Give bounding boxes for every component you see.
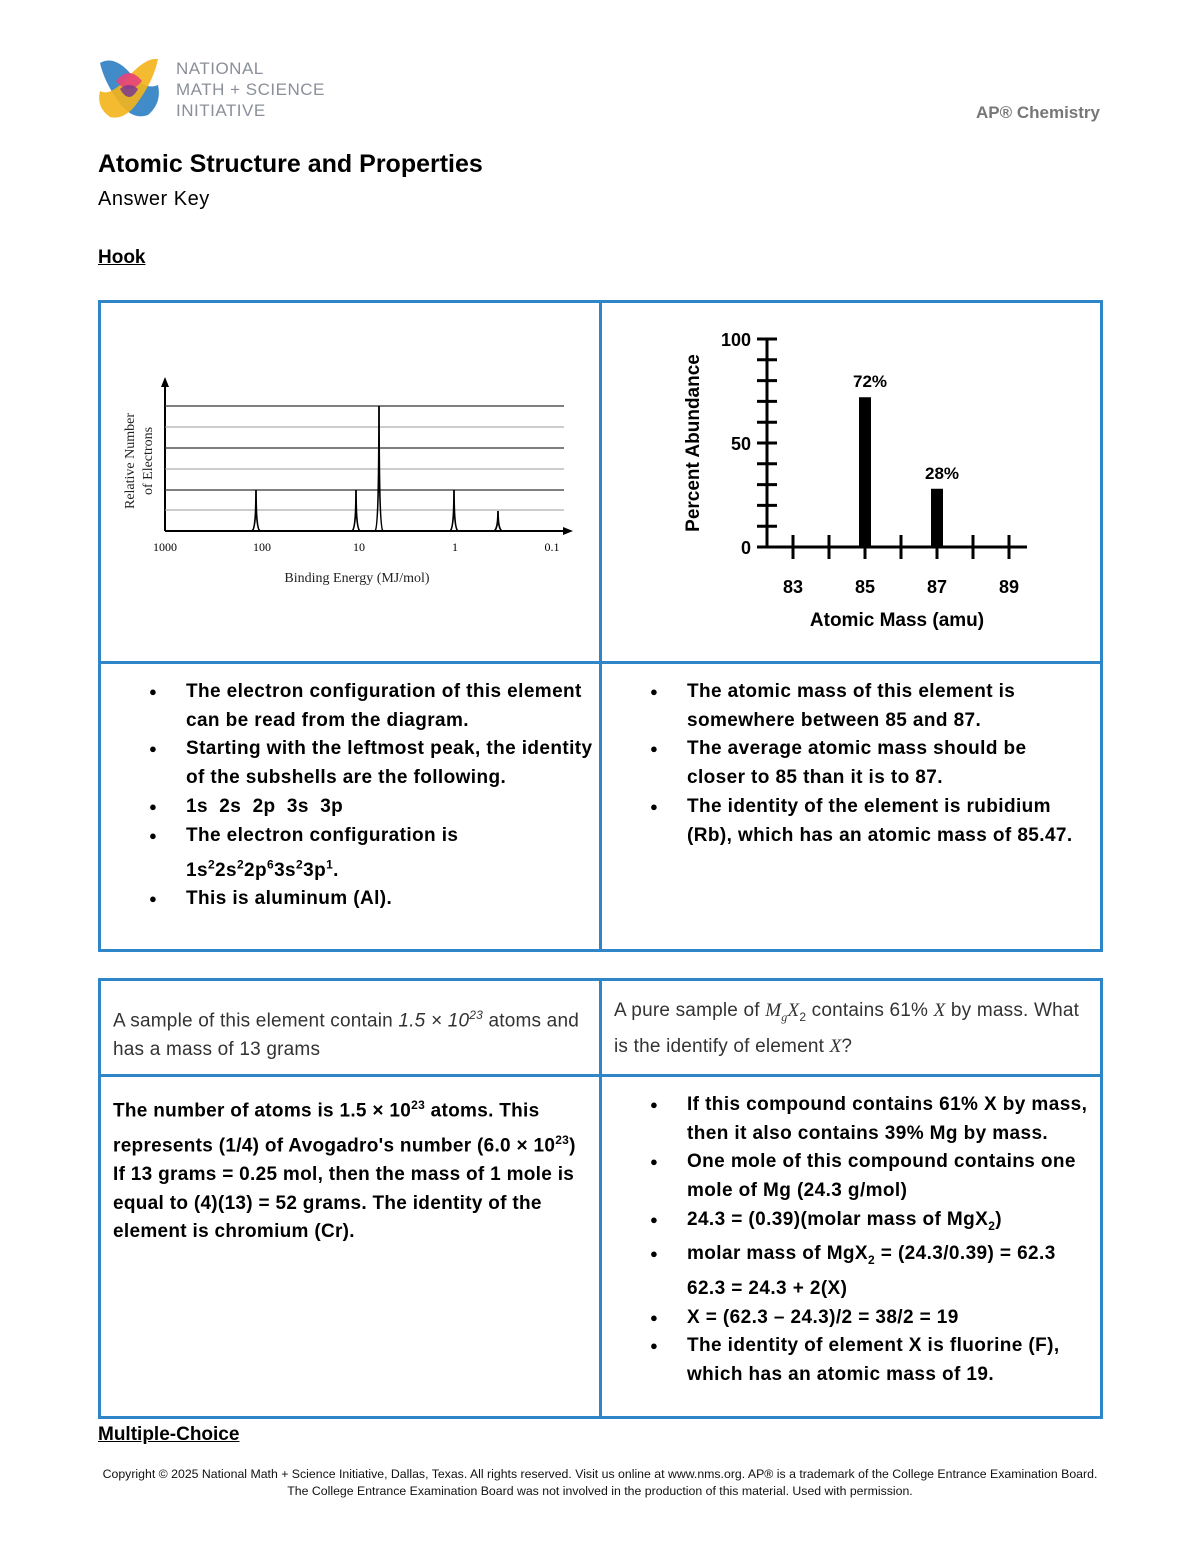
subject-label: AP® Chemistry bbox=[975, 103, 1100, 122]
mass-spec-chart bbox=[602, 303, 1101, 658]
pes-chart-cell bbox=[100, 302, 601, 663]
pes-x-tick: 0.1 bbox=[544, 540, 560, 554]
answer-right-list bbox=[602, 1091, 1100, 1390]
answer-left: The number of atoms is $1.5 \times 10^{23}$ atoms. This represents (1/4) of Avogadro's number $(6.0 \times 10^{23})$ If 13 grams = 0.25 mol, then the mass of 1 mole is equal to (4)(13) = 52 grams. The identity of the element is chromium (Cr). bbox=[113, 1098, 576, 1243]
list-item: ● If this compound contains 61% X by mass, then it also contains 39% Mg by mass. bbox=[602, 1091, 1090, 1148]
pes-answer-cell bbox=[100, 663, 601, 951]
ms-y-label: Percent Abundance bbox=[683, 354, 704, 532]
ms-x-tick-label: 83 bbox=[782, 577, 804, 597]
pes-y-arrow bbox=[161, 377, 169, 387]
pes-answer-list bbox=[101, 678, 599, 914]
list-item: ● This is aluminum (Al). bbox=[101, 885, 599, 914]
logo-text: NATIONAL MATH + SCIENCE INITIATIVE bbox=[176, 59, 325, 120]
question-left-cell bbox=[100, 980, 601, 1076]
page-title: Atomic Structure and Properties bbox=[98, 150, 483, 178]
hook-table-2 bbox=[98, 978, 1103, 1419]
config-label: The electron configuration is bbox=[186, 824, 459, 846]
pes-y-label-line1: Relative Number bbox=[123, 412, 138, 510]
copyright-footer: Copyright © 2025 National Math + Science Initiative, Dallas, Texas. All rights reserved. Visit us online at www.nms.org. AP® is a trademark of the College Entrance Examination Board. The College Entrance Examination Board was not involved in the production of this material. Used with permission. bbox=[102, 1467, 1098, 1498]
list-item: ● The identity of the element is rubidium (Rb), which has an atomic mass of 85.47. bbox=[602, 793, 1086, 850]
question-right: A pure sample of $M_gX_2$ contains 61% X by mass. What is the identify of element X? bbox=[614, 1000, 1080, 1057]
ms-bar-label: 72% bbox=[852, 372, 888, 392]
nmsi-logo-icon bbox=[96, 55, 162, 121]
pes-x-tick: 100 bbox=[253, 540, 271, 554]
mass-answer-cell bbox=[601, 663, 1102, 951]
ms-bar bbox=[931, 489, 943, 547]
config-text: $1s^22s^22p^63s^23p^1$. bbox=[186, 857, 339, 881]
hook-table-1 bbox=[98, 300, 1103, 952]
ms-bar bbox=[859, 397, 871, 547]
pes-y-label-line2: of Electrons bbox=[141, 426, 156, 496]
ms-x-tick-label: 89 bbox=[998, 577, 1020, 597]
question-right-cell bbox=[601, 980, 1102, 1076]
section-multiple-choice: Multiple-Choice bbox=[98, 1424, 240, 1445]
answer-left-cell bbox=[100, 1076, 601, 1418]
pes-x-tick: 1 bbox=[452, 540, 458, 554]
pes-x-arrow bbox=[563, 527, 573, 535]
list-item: ● Starting with the leftmost peak, the identity of the subshells are the following. bbox=[101, 735, 599, 792]
pes-peak-3p bbox=[494, 511, 502, 531]
list-item: ● 1s 2s 2p 3s 3p bbox=[101, 793, 599, 822]
list-item: ● The electron configuration of this element can be read from the diagram. bbox=[101, 678, 599, 735]
ms-y-tick-label: 0 bbox=[740, 538, 751, 558]
ms-x-label: Atomic Mass (amu) bbox=[809, 610, 985, 631]
ms-x-tick-label: 85 bbox=[854, 577, 876, 597]
mass-spec-cell bbox=[601, 302, 1102, 663]
pes-x-tick: 10 bbox=[353, 540, 365, 554]
page-subtitle: Answer Key bbox=[98, 188, 210, 210]
list-item: ● The identity of element X is fluorine (F), which has an atomic mass of 19. bbox=[602, 1332, 1090, 1389]
list-item bbox=[101, 822, 599, 886]
mass-answer-list bbox=[602, 678, 1100, 850]
list-item: ● X = (62.3 – 24.3)/2 = 38/2 = 19 bbox=[602, 1304, 1090, 1333]
answer-right-cell bbox=[601, 1076, 1102, 1418]
list-item: ● The average atomic mass should be closer to 85 than it is to 87. bbox=[602, 735, 1086, 792]
list-item: ● 24.3 = (0.39)(molar mass of MgX$_2$) bbox=[602, 1206, 1090, 1241]
pes-chart bbox=[101, 303, 600, 658]
pes-x-tick: 1000 bbox=[153, 540, 177, 554]
question-left: A sample of this element contain $1.5 \times 10^{23}$ atoms and has a mass of 13 grams bbox=[113, 1008, 579, 1061]
ms-bar-label: 28% bbox=[924, 463, 960, 483]
pes-x-label: Binding Energy (MJ/mol) bbox=[284, 571, 430, 586]
list-item: ● molar mass of MgX$_2$ = (24.3/0.39) = 62.3 62.3 = 24.3 + 2(X) bbox=[602, 1240, 1090, 1303]
section-hook: Hook bbox=[98, 247, 146, 268]
ms-y-tick-label: 50 bbox=[730, 434, 751, 454]
list-item: ● One mole of this compound contains one mole of Mg (24.3 g/mol) bbox=[602, 1148, 1090, 1205]
ms-x-tick-label: 87 bbox=[926, 577, 948, 597]
ms-y-tick-label: 100 bbox=[720, 330, 751, 350]
list-item: ● The atomic mass of this element is somewhere between 85 and 87. bbox=[602, 678, 1086, 735]
